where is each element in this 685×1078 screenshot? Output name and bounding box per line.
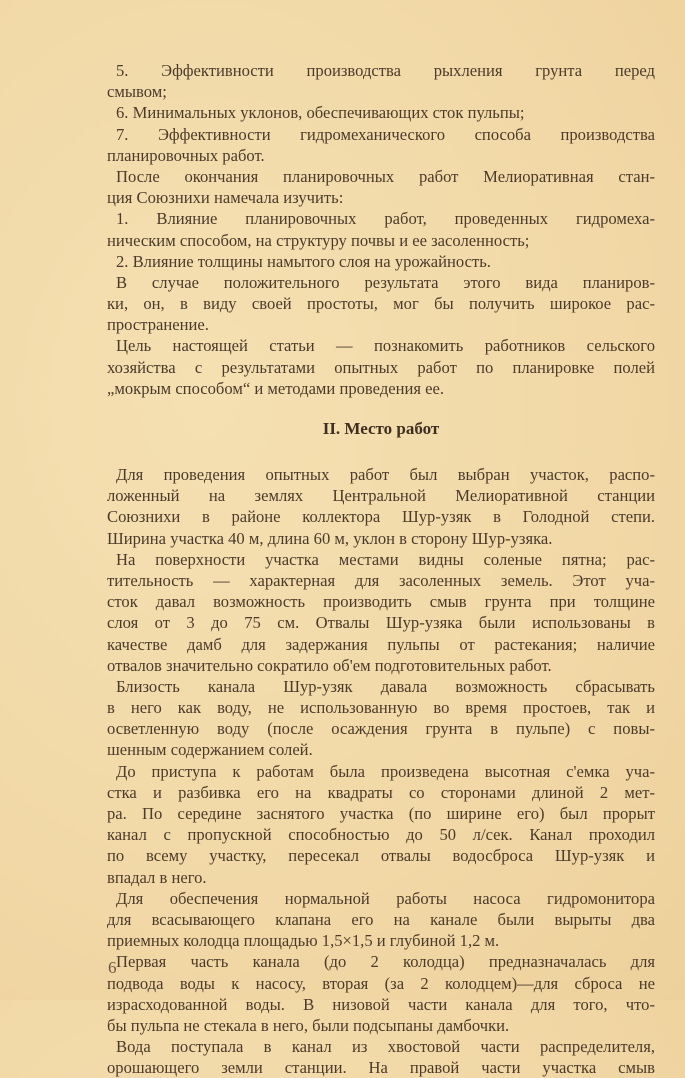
text-line: После окончания планировочных работ Мелиоративная стан- [116, 166, 655, 186]
text-line: ническим способом, на структуру почвы и ее засоленность; [107, 230, 530, 250]
text-line: израсходованной воды. В низовой части канала для того, что- [107, 994, 655, 1014]
text-line: До приступа к работам была произведена высотная с'емка уча- [116, 761, 655, 781]
text-line: ки, он, в виду своей простоты, мог бы получить широкое рас- [107, 294, 655, 314]
text-line: сток давал возможность производить смыв грунта при толщине [107, 592, 655, 612]
text-line: ложенный на землях Центральной Мелиоративной станции [107, 486, 655, 506]
text-line: Первая часть канала (до 2 колодца) предназначалась для [116, 952, 655, 972]
text-line: 5. Эффективности производства рыхления грунта перед [116, 61, 655, 80]
text-line: в него как воду, не использованную во время простоев, так и [107, 698, 655, 718]
text-line: орошающего земли станции. На правой части участка смыв [107, 1058, 655, 1078]
text-line: Для обеспечения нормальной работы насоса гидромонитора [116, 888, 655, 908]
text-line: осветленную воду (после осаждения грунта в пульпе) с повы- [107, 719, 655, 739]
text-line: ция Союзнихи намечала изучить: [107, 188, 344, 208]
text-line: В случае положительного результата этого вида планиров- [116, 272, 655, 292]
text-line: по всему участку, пересекал отвалы водосброса Шур-узяк и [107, 846, 655, 866]
text-line: Союзнихи в районе коллектора Шур-узяк в Голодной степи. [107, 507, 655, 527]
text-line: Ширина участка 40 м, длина 60 м, уклон в сторону Шур-узяка. [107, 528, 553, 548]
text-line: приемных колодца площадью 1,5×1,5 и глубиной 1,2 м. [107, 931, 500, 951]
text-line: Для проведения опытных работ был выбран участок, распо- [116, 465, 655, 484]
text-line: качестве дамб для задержания пульпы от растекания; наличие [107, 634, 655, 654]
text-line: впадал в него. [107, 867, 207, 887]
text-line: бы пульпа не стекала в него, были подсыпаны дамбочки. [107, 1015, 510, 1035]
text-line: шенным содержанием солей. [107, 740, 313, 760]
text-column [107, 60, 655, 1078]
text-line: планировочных работ. [107, 145, 265, 165]
body-text-block [107, 464, 655, 1078]
text-line: Вода поступала в канал из хвостовой части распределителя, [116, 1037, 655, 1057]
section-heading: II. Место работ [322, 419, 440, 438]
text-line: На поверхности участка местами видны соленые пятна; рас- [116, 549, 655, 569]
text-line: 7. Эффективности гидромеханического способа производства [116, 124, 655, 144]
text-line: хозяйства с результатами опытных работ по планировке полей [107, 357, 655, 377]
text-line: тительность — характерная для засоленных земель. Этот уча- [107, 570, 655, 590]
intro-text-block [107, 60, 655, 399]
text-line: смывом; [107, 82, 167, 102]
text-line: для всасывающего клапана его на канале были вырыты два [107, 909, 655, 929]
text-line: пространение. [107, 315, 209, 335]
text-line: 2. Влияние толщины намытого слоя на урожайность. [116, 251, 491, 271]
text-line: подвода воды к насосу, вторая (за 2 колодцем)—для сброса не [107, 973, 655, 993]
text-line: Цель настоящей статьи — познакомить работников сельского [116, 336, 655, 356]
text-line: Близость канала Шур-узяк давала возможность сбрасывать [116, 676, 655, 696]
text-line: слоя от 3 до 75 см. Отвалы Шур-узяка были использованы в [107, 613, 655, 633]
text-line: ра. По середине заснятого участка (по ширине его) был прорыт [107, 804, 655, 823]
text-line: канал с пропускной способностью до 50 л/сек. Канал проходил [107, 825, 655, 845]
text-line: „мокрым способом“ и методами проведения ее. [107, 378, 445, 398]
text-line: 1. Влияние планировочных работ, проведенных гидромеха- [116, 209, 655, 229]
text-line: отвалов значительно сократило об'ем подготовительных работ. [107, 655, 552, 675]
text-line: стка и разбивка его на квадраты со сторонами длиной 2 мет- [107, 782, 655, 802]
text-line: 6. Минимальных уклонов, обеспечивающих сток пульпы; [116, 103, 525, 123]
page-number: 6 [108, 958, 117, 977]
